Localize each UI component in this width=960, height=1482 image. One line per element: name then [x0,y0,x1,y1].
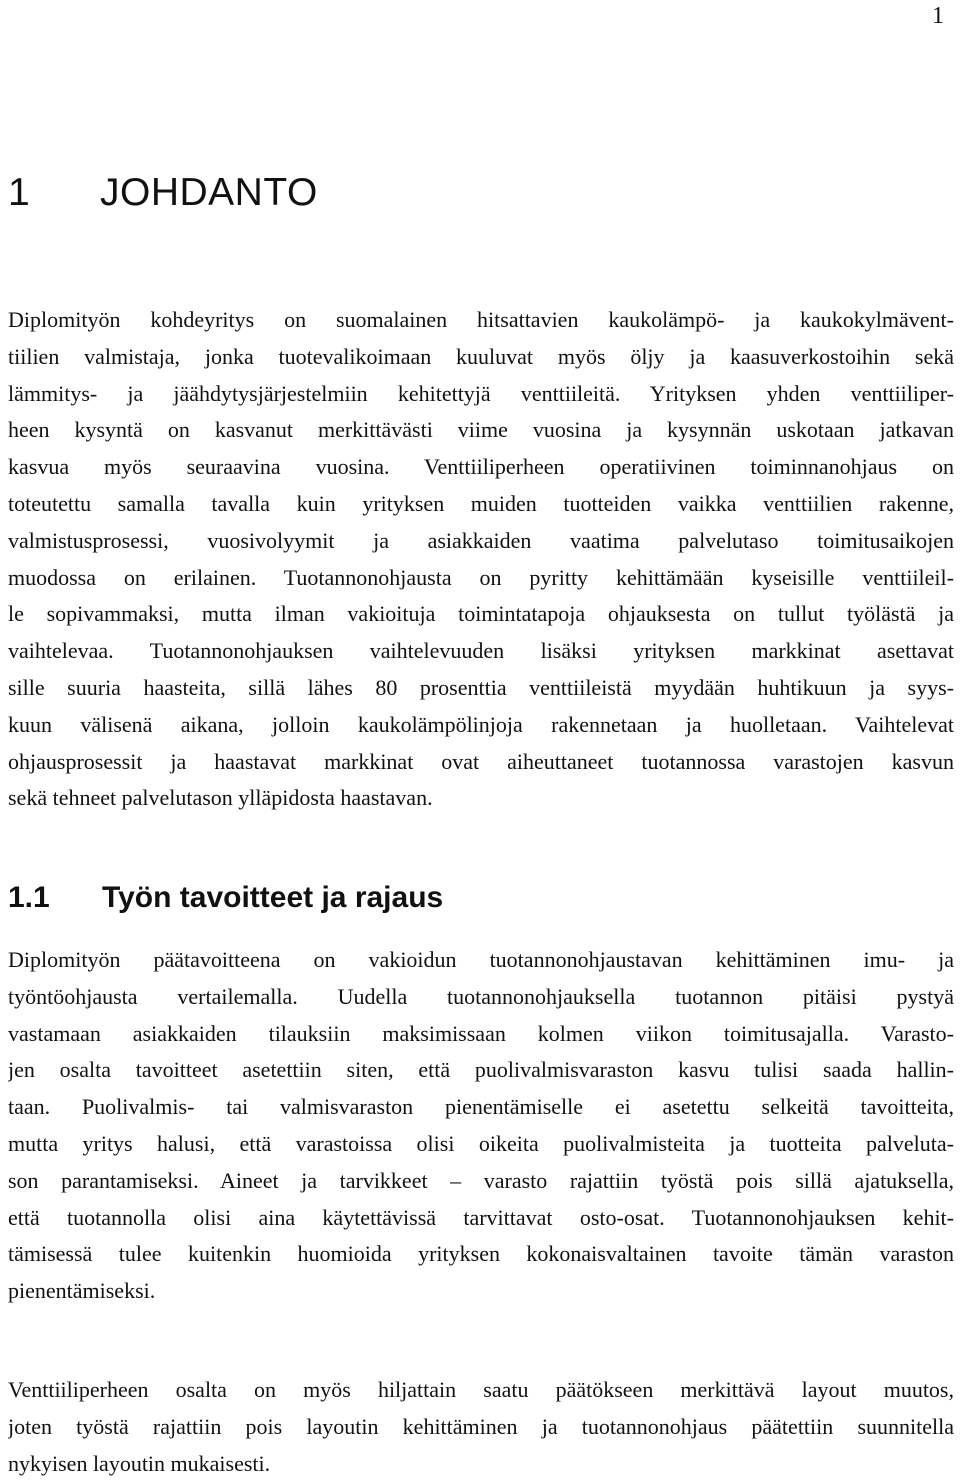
section-title: Työn tavoitteet ja rajaus [102,881,444,914]
paragraph-line: Diplomityön päätavoitteena on vakioidun tuotannonohjaustavan kehittäminen imu- ja [8,947,954,972]
paragraph-line: kuun välisenä aikana, jolloin kaukolämpölinjoja rakennetaan ja huolletaan. Vaihtelevat [8,711,954,737]
paragraph-line: vaihtelevaa. Tuotannonohjauksen vaihtelevuuden lisäksi yrityksen markkinat asettavat [8,638,954,664]
paragraph-line: son parantamiseksi. Aineet ja tarvikkeet – varasto rajattiin työstä pois sillä ajatuksella, [8,1167,954,1193]
paragraph-line: sille suuria haasteita, sillä lähes 80 prosenttia venttiileistä myydään huhtikuun ja syys- [8,674,954,700]
paragraph-line: että tuotannolla olisi aina käytettävissä tarvittavat osto-osat. Tuotannonohjauksen kehit- [8,1204,954,1230]
paragraph-line: valmistusprosessi, vuosivolyymit ja asiakkaiden vaatima palvelutaso toimitusaikojen [8,527,954,553]
paragraph-line: Venttiiliperheen osalta on myös hiljattain saatu päätökseen merkittävä layout muutos, [8,1377,954,1402]
paragraph-line: kasvua myös seuraavina vuosina. Venttiiliperheen operatiivinen toiminnanohjaus on [8,454,954,480]
chapter-title: JOHDANTO [100,171,318,214]
paragraph-line: Diplomityön kohdeyritys on suomalainen hitsattavien kaukolämpö- ja kaukokylmävent- [8,307,954,332]
chapter-number: 1 [8,171,31,214]
paragraph-line: taan. Puolivalmis- tai valmisvaraston pienentämiselle ei asetettu selkeitä tavoitteita, [8,1094,954,1120]
section-paragraph-2 [8,1372,954,1482]
paragraph-line: tämisessä tulee kuitenkin huomioida yrityksen kokonaisvaltainen tavoite tämän varaston [8,1241,954,1267]
paragraph-line: pienentämiseksi. [8,1278,156,1304]
paragraph-line: ohjausprosessit ja haastavat markkinat ovat aiheuttaneet tuotannossa varastojen kasvun [8,748,954,774]
paragraph-line: nykyisen layoutin mukaisesti. [8,1450,271,1476]
paragraph-line: vastamaan asiakkaiden tilauksiin maksimissaan kolmen viikon toimitusajalla. Varasto- [8,1020,954,1046]
section-number: 1.1 [8,881,50,914]
section-paragraph-1 [8,942,954,1310]
chapter-heading [8,170,318,216]
intro-paragraph [8,302,954,817]
paragraph-line: jen osalta tavoitteet asetettiin siten, että puolivalmisvaraston kasvu tulisi saada hallin- [8,1057,954,1083]
paragraph-line: työntöohjausta vertailemalla. Uudella tuotannonohjauksella tuotannon pitäisi pystyä [8,983,954,1009]
paragraph-line: mutta yritys halusi, että varastoissa olisi oikeita puolivalmisteita ja tuotteita palveluta- [8,1130,954,1156]
paragraph-line: le sopivammaksi, mutta ilman vakioituja toimintatapoja ohjauksesta on tullut työlästä ja [8,601,954,627]
paragraph-line: tiilien valmistaja, jonka tuotevalikoimaan kuuluvat myös öljy ja kaasuverkostoihin sekä [8,343,954,369]
paragraph-line: toteutettu samalla tavalla kuin yrityksen muiden tuotteiden vaikka venttiilien rakenne, [8,490,954,516]
paragraph-line: sekä tehneet palvelutason ylläpidosta haastavan. [8,785,433,811]
paragraph-line: heen kysyntä on kasvanut merkittävästi viime vuosina ja kysynnän uskotaan jatkavan [8,417,954,443]
section-heading [8,878,443,918]
paragraph-line: muodossa on erilainen. Tuotannonohjausta on pyritty kehittämään kyseisille venttiileil- [8,564,954,590]
paragraph-line: joten työstä rajattiin pois layoutin kehittäminen ja tuotannonohjaus päätettiin suunnitella [8,1413,954,1439]
paragraph-line: lämmitys- ja jäähdytysjärjestelmiin kehitettyjä venttiileitä. Yrityksen yhden venttiiliper- [8,380,954,406]
page-number: 1 [932,3,944,29]
